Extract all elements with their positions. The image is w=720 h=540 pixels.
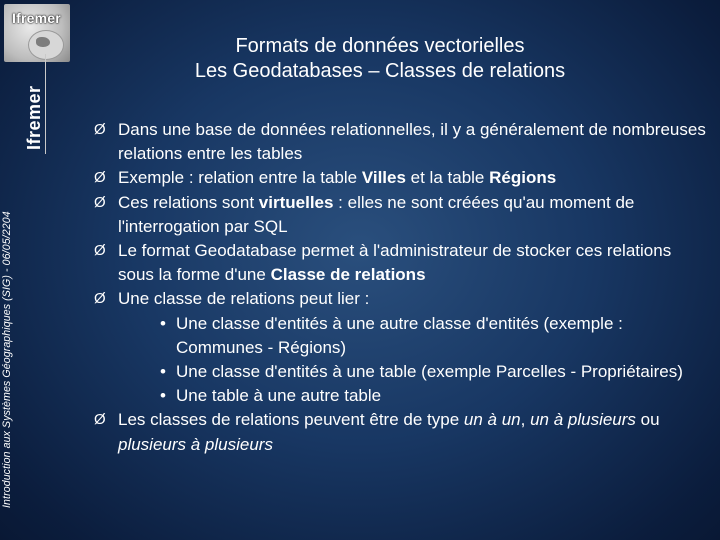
logo-text: Ifremer bbox=[12, 10, 61, 26]
text-run: Exemple : relation entre la table bbox=[118, 168, 362, 188]
bullet-item bbox=[94, 239, 708, 287]
sub-bullet-item bbox=[94, 360, 708, 384]
text-run: , bbox=[520, 410, 531, 430]
arrow-bullet-icon: Ø bbox=[94, 290, 106, 308]
bullet-text bbox=[118, 408, 708, 456]
type-plusieurs-a-plusieurs: plusieurs à plusieurs bbox=[118, 434, 273, 454]
title-line-2: Les Geodatabases – Classes de relations bbox=[194, 60, 566, 82]
sidebar-course-text: Introduction aux Systèmes Géographiques (SIG) - 06/05/2204 bbox=[1, 211, 13, 508]
type-un-a-plusieurs: un à plusieurs bbox=[530, 410, 636, 430]
bullet-item bbox=[94, 408, 708, 456]
text-run: Le format Geodatabase permet à l'administrateur de stocker ces relations sous la forme d'une bbox=[118, 241, 672, 285]
text-run: Les classes de relations peuvent être de type bbox=[118, 410, 464, 430]
bullet-item bbox=[94, 287, 708, 311]
sub-bullet-item bbox=[94, 312, 708, 360]
bullet-text bbox=[118, 166, 708, 190]
bullet-list bbox=[94, 118, 708, 457]
bullet-item bbox=[94, 118, 708, 166]
bullet-text: Une classe de relations peut lier : bbox=[118, 289, 370, 309]
arrow-bullet-icon: Ø bbox=[94, 411, 106, 429]
emphasis-classe-de-relations: Classe de relations bbox=[270, 265, 426, 285]
emphasis-virtuelles: virtuelles bbox=[258, 192, 334, 212]
text-run: ou bbox=[635, 410, 660, 430]
globe-icon bbox=[28, 30, 64, 60]
bullet-text: Dans une base de données relationnelles, il y a généralement de nombreuses relations entre les tables bbox=[118, 120, 706, 164]
bullet-text bbox=[118, 239, 708, 287]
title-line-1: Formats de données vectorielles bbox=[235, 35, 525, 57]
arrow-bullet-icon: Ø bbox=[94, 242, 106, 260]
text-run: Ces relations sont bbox=[118, 192, 259, 212]
sub-bullet-text: Une table à une autre table bbox=[176, 386, 382, 406]
ifremer-logo bbox=[4, 4, 70, 62]
arrow-bullet-icon: Ø bbox=[94, 121, 106, 138]
text-run: et la table bbox=[405, 168, 490, 188]
bullet-item bbox=[94, 191, 708, 239]
dot-bullet-icon: • bbox=[160, 362, 166, 382]
arrow-bullet-icon: Ø bbox=[94, 169, 106, 187]
brand-vertical: Ifremer bbox=[24, 85, 44, 150]
slide-title bbox=[100, 34, 660, 84]
text-run: : elles ne sont créées qu'au moment de l'interrogation par SQL bbox=[118, 192, 635, 236]
sub-bullet-text: Une classe d'entités à une table (exemple Parcelles - Propriétaires) bbox=[176, 362, 683, 382]
sub-bullet-text: Une classe d'entités à une autre classe d'entités (exemple : Communes - Régions) bbox=[176, 313, 623, 357]
bullet-item bbox=[94, 166, 708, 190]
bullet-text bbox=[118, 191, 708, 239]
table-name-regions: Régions bbox=[489, 168, 557, 188]
type-un-a-un: un à un bbox=[463, 410, 521, 430]
table-name-villes: Villes bbox=[361, 168, 406, 188]
dot-bullet-icon: • bbox=[160, 386, 166, 406]
arrow-bullet-icon: Ø bbox=[94, 193, 106, 211]
sub-bullet-item bbox=[94, 384, 708, 408]
dot-bullet-icon: • bbox=[160, 313, 166, 333]
